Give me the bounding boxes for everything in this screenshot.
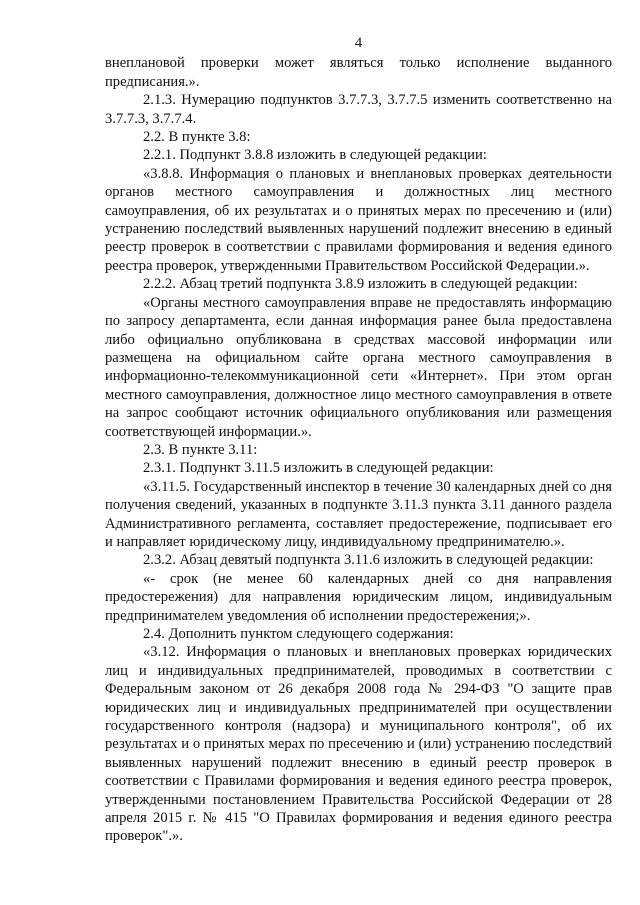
paragraph: 2.3. В пункте 3.11: (143, 441, 258, 458)
paragraph: «- срок (не менее 60 календарных дней со дня направления предостережения) для направления юридическим лицом, индивидуальным предпринимателем уведомления об исполнении предостережения;». (105, 570, 612, 624)
document-body (105, 54, 612, 845)
paragraph: «3.12. Информация о плановых и внеплановых проверках юридических лиц и индивидуальных предпринимателей, проводимых в соответствии с Федеральным законом от 26 декабря 2008 года № 294-ФЗ "О защите прав юридических лиц и индивидуальных предпринимателей при осуществлении государственного контроля (надзора) и муниципального контроля", об их результатах и о принятых мерах по пресечению и (или) устранению последствий выявленных нарушений подлежит внесению в единый реестр проверок в соответствии с Правилами формирования и ведения единого реестра проверок, утвержденными постановлением Правительства Российской Федерации от 28 апреля 2015 г. № 415 "О Правилах формирования и ведения единого реестра проверок".». (105, 644, 612, 845)
paragraph: «Органы местного самоуправления вправе не предоставлять информацию по запросу департамента, если данная информация ранее была предоставлена либо официально опубликована в средствах массовой информации или размещена на официальном сайте органа местного самоуправления в информационно-телекоммуникационной сети «Интернет». При этом орган местного самоуправления, должностное лицо местного самоуправления в ответе на запрос сообщают источник официального опубликования или размещения соответствующей информации.». (105, 294, 612, 440)
paragraph: 2.2.1. Подпункт 3.8.8 изложить в следующей редакции: (143, 147, 487, 164)
paragraph: «3.8.8. Информация о плановых и внеплановых проверках деятельности органов местного самоуправления и должностных лиц местного самоуправления, об их результатах и о принятых мерах по пресечению и (или) устранению последствий выявленных нарушений подлежит внесению в единый реестр проверок в соответствии с правилами формирования и ведения единого реестра проверок, утвержденными Правительством Российской Федерации.». (105, 165, 612, 274)
paragraph: 2.3.2. Абзац девятый подпункта 3.11.6 изложить в следующей редакции: (143, 552, 594, 569)
document-page (105, 34, 612, 846)
paragraph: 2.4. Дополнить пунктом следующего содержания: (143, 626, 454, 642)
paragraph: «3.11.5. Государственный инспектор в течение 30 календарных дней со дня получения сведений, указанных в подпункте 3.11.3 пункта 3.11 данного раздела Административного регламента, составляет предостережение, подписывает его и направляет юридическому лицу, индивидуальному предпринимателю.». (105, 478, 612, 550)
paragraph: 2.1.3. Нумерацию подпунктов 3.7.7.3, 3.7.7.5 изменить соответственно на 3.7.7.3, 3.7.7.4. (105, 92, 612, 127)
paragraph: 2.3.1. Подпункт 3.11.5 изложить в следующей редакции: (143, 460, 494, 477)
paragraph: 2.2.2. Абзац третий подпункта 3.8.9 изложить в следующей редакции: (143, 276, 578, 293)
paragraph: внеплановой проверки может являться только исполнение выданного предписания.». (105, 55, 612, 90)
page-number: 4 (354, 35, 363, 51)
paragraph: 2.2. В пункте 3.8: (143, 129, 251, 146)
